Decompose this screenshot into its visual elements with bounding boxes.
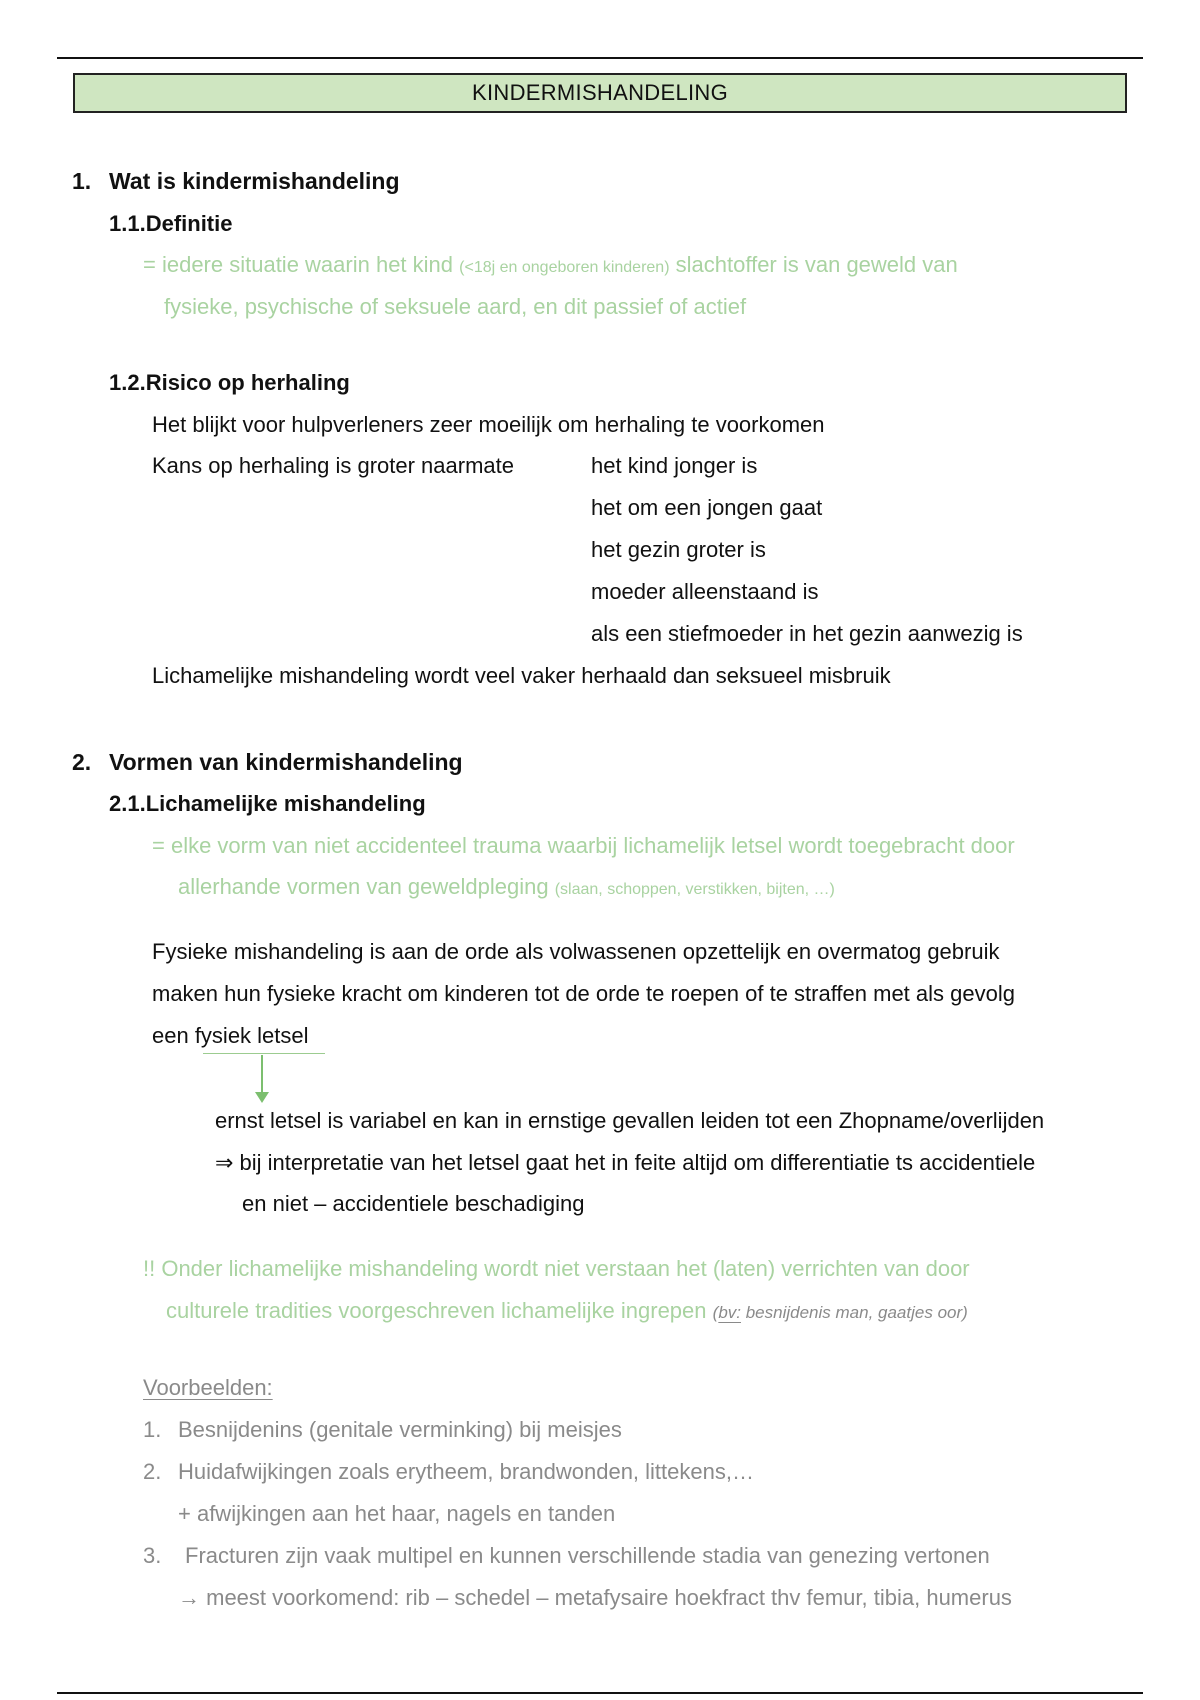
examples-title: Voorbeelden:: [143, 1375, 273, 1400]
example-text: → meest voorkomend: rib – schedel – metafysaire hoekfract thv femur, tibia, humerus: [178, 1585, 1012, 1610]
underline-fysiek-letsel: [203, 1053, 325, 1054]
subsection-2-1-heading: 2.1.Lichamelijke mishandeling: [109, 791, 426, 816]
subsection-1-1-heading: 1.1.Definitie: [109, 211, 233, 236]
section-2-number: 2.: [72, 749, 92, 775]
note-example-bv: bv:: [718, 1303, 741, 1322]
example-number: 3.: [143, 1543, 162, 1568]
definition-text-b: slachtoffer is van geweld van: [675, 252, 958, 277]
page-title: KINDERMISHANDELING: [73, 73, 1127, 113]
definition-age-note: (<18j en ongeboren kinderen): [459, 259, 670, 276]
example-text: Huidafwijkingen zoals erytheem, brandwonden, littekens,…: [178, 1459, 754, 1484]
interpretation-line: ⇒ bij interpretatie van het letsel gaat het in feite altijd om differentiatie ts accidentiele: [215, 1150, 1036, 1175]
example-text: + afwijkingen aan het haar, nagels en tanden: [178, 1501, 616, 1526]
section-2-heading: Vormen van kindermishandeling: [109, 749, 463, 775]
note-line-1: !! Onder lichamelijke mishandeling wordt niet verstaan het (laten) verrichten van door: [143, 1256, 970, 1281]
severity-line: ernst letsel is variabel en kan in ernstige gevallen leiden tot een Zhopname/overlijden: [215, 1108, 1045, 1133]
risk-condition: moeder alleenstaand is: [591, 579, 819, 604]
top-rule: [57, 57, 1143, 59]
risk-condition: het gezin groter is: [591, 537, 766, 562]
section-1-heading: Wat is kindermishandeling: [109, 168, 400, 194]
definition-line-1: [143, 250, 958, 283]
example-number: 1.: [143, 1417, 162, 1442]
physical-definition-line-1: = elke vorm van niet accidenteel trauma waarbij lichamelijk letsel wordt toegebracht door: [152, 833, 1015, 858]
bottom-rule: [57, 1692, 1143, 1694]
note-example-text: besnijdenis man, gaatjes oor): [741, 1303, 968, 1322]
note-line-2: [166, 1296, 968, 1328]
physical-paragraph-last: een fysiek letsel: [152, 1023, 309, 1048]
risk-label: Kans op herhaling is groter naarmate: [152, 453, 514, 478]
note-example-open: (: [712, 1303, 719, 1322]
risk-condition: als een stiefmoeder in het gezin aanwezig is: [591, 621, 1023, 646]
physical-definition-line-2: [178, 872, 835, 905]
down-arrow-icon: [255, 1092, 269, 1103]
risk-intro: Het blijkt voor hulpverleners zeer moeilijk om herhaling te voorkomen: [152, 412, 825, 437]
note-text: culturele tradities voorgeschreven lichamelijke ingrepen: [166, 1298, 707, 1323]
definition-text-a: = iedere situatie waarin het kind: [143, 252, 454, 277]
risk-conclusion: Lichamelijke mishandeling wordt veel vaker herhaald dan seksueel misbruik: [152, 663, 891, 688]
down-arrow-line: [261, 1055, 263, 1097]
interpretation-line-2: en niet – accidentiele beschadiging: [242, 1191, 585, 1216]
risk-condition: het kind jonger is: [591, 453, 758, 478]
physical-paragraph-line: maken hun fysieke kracht om kinderen tot de orde te roepen of te straffen met als gevolg: [152, 981, 1015, 1006]
physical-definition-text: allerhande vormen van geweldpleging: [178, 874, 549, 899]
example-text: Fracturen zijn vaak multipel en kunnen verschillende stadia van genezing vertonen: [185, 1543, 990, 1568]
risk-condition: het om een jongen gaat: [591, 495, 823, 520]
physical-definition-examples: (slaan, schoppen, verstikken, bijten, …): [554, 881, 835, 898]
subsection-1-2-heading: 1.2.Risico op herhaling: [109, 370, 350, 395]
definition-line-2: fysieke, psychische of seksuele aard, en dit passief of actief: [164, 294, 747, 319]
example-number: 2.: [143, 1459, 162, 1484]
example-text: Besnijdenins (genitale verminking) bij meisjes: [178, 1417, 622, 1442]
section-1-number: 1.: [72, 168, 92, 194]
physical-paragraph-line: Fysieke mishandeling is aan de orde als volwassenen opzettelijk en overmatog gebruik: [152, 939, 1000, 964]
